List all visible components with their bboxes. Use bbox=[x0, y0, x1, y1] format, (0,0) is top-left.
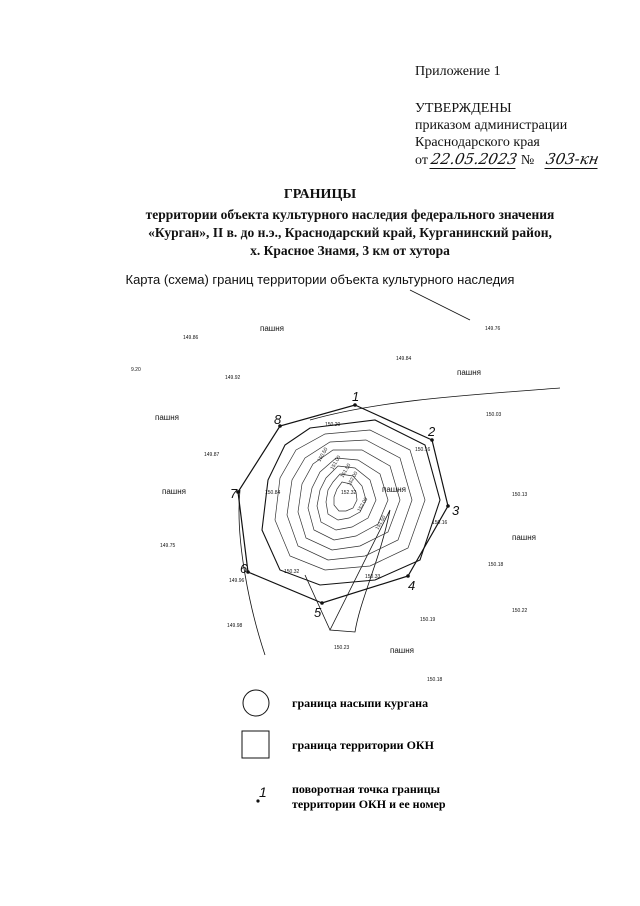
elevation-mark: 150.84 bbox=[265, 490, 281, 496]
doc-title: ГРАНИЦЫ bbox=[283, 187, 357, 202]
appendix-label: Приложение 1 bbox=[415, 64, 501, 79]
date-prefix: от bbox=[415, 153, 428, 168]
field-label: пашня bbox=[457, 368, 481, 377]
elevation-mark: 150.23 bbox=[334, 645, 350, 651]
svg-text:151.50: 151.50 bbox=[374, 514, 388, 531]
territory-boundary bbox=[238, 405, 448, 603]
elevation-mark: 149.84 bbox=[396, 356, 412, 362]
point-number-3: 3 bbox=[452, 503, 460, 518]
elevation-mark: 150.16 bbox=[415, 447, 431, 453]
field-label: пашня bbox=[260, 324, 284, 333]
elevation-mark: 150.32 bbox=[284, 569, 300, 575]
legend-point-label-1: поворотная точка границы bbox=[292, 782, 440, 796]
handwritten-number: 303-кн bbox=[544, 150, 600, 168]
elevation-mark: 150.20 bbox=[325, 422, 341, 428]
approval-line2: Краснодарского края bbox=[415, 135, 540, 150]
point-legend-icon: 1 bbox=[259, 784, 267, 800]
elevation-mark: 149.98 bbox=[227, 623, 243, 629]
svg-text:152.00: 152.00 bbox=[346, 470, 360, 487]
field-label: пашня bbox=[162, 487, 186, 496]
elevation-mark: 149.96 bbox=[229, 578, 245, 584]
contour-lines bbox=[275, 430, 425, 570]
subtitle-line2: «Курган», II в. до н.э., Краснодарский край, Курганинский район, bbox=[148, 225, 552, 240]
svg-text:150.50: 150.50 bbox=[316, 446, 330, 463]
svg-text:151.00: 151.00 bbox=[329, 454, 343, 471]
elevation-mark: 150.33 bbox=[365, 574, 381, 580]
elevation-mark: 150.19 bbox=[420, 617, 436, 623]
point-number-1: 1 bbox=[352, 389, 360, 404]
point-number-7: 7 bbox=[230, 486, 238, 501]
elevation-mark: 149.92 bbox=[225, 375, 241, 381]
elevation-mark: 149.76 bbox=[485, 326, 501, 332]
point-number-2: 2 bbox=[428, 424, 436, 439]
field-label: пашня bbox=[512, 533, 536, 542]
svg-text:151.50: 151.50 bbox=[339, 462, 353, 479]
elevation-mark: 150.03 bbox=[486, 412, 502, 418]
legend-mound-label: граница насыпи кургана bbox=[292, 696, 429, 710]
elevation-mark: 9.20 bbox=[131, 367, 141, 373]
elevation-mark: 152.32 bbox=[341, 490, 357, 496]
svg-text:152.00: 152.00 bbox=[356, 496, 370, 513]
elevation-mark: 149.75 bbox=[160, 543, 176, 549]
elevation-mark: 150.18 bbox=[427, 677, 443, 683]
approval-title: УТВЕРЖДЕНЫ bbox=[415, 101, 512, 116]
mound-legend-icon bbox=[243, 690, 269, 716]
elevation-mark: 150.18 bbox=[488, 562, 504, 568]
field-label: пашня bbox=[382, 485, 406, 494]
elevation-mark: 150.16 bbox=[432, 520, 448, 526]
point-number-8: 8 bbox=[274, 412, 282, 427]
handwritten-date: 22.05.2023 bbox=[430, 150, 520, 168]
point-number-6: 6 bbox=[240, 561, 248, 576]
map-caption: Карта (схема) границ территории объекта культурного наследия bbox=[125, 272, 515, 287]
number-prefix: № bbox=[520, 153, 535, 168]
approval-line1: приказом администрации bbox=[415, 118, 568, 133]
territory-legend-icon bbox=[242, 731, 269, 758]
elevation-mark: 150.22 bbox=[512, 608, 528, 614]
legend-point-label-2: территории ОКН и ее номер bbox=[292, 797, 446, 811]
point-number-4: 4 bbox=[408, 578, 416, 593]
subtitle-line1: территории объекта культурного наследия федерального значения bbox=[145, 207, 555, 222]
field-label: пашня bbox=[390, 646, 414, 655]
elevation-mark: 150.13 bbox=[512, 492, 528, 498]
field-label: пашня bbox=[155, 413, 179, 422]
elevation-mark: 149.86 bbox=[183, 335, 199, 341]
point-number-5: 5 bbox=[314, 605, 322, 620]
legend-territory-label: граница территории ОКН bbox=[292, 738, 434, 752]
subtitle-line3: х. Красное Знамя, 3 км от хутора bbox=[250, 243, 450, 258]
elevation-mark: 149.87 bbox=[204, 452, 220, 458]
